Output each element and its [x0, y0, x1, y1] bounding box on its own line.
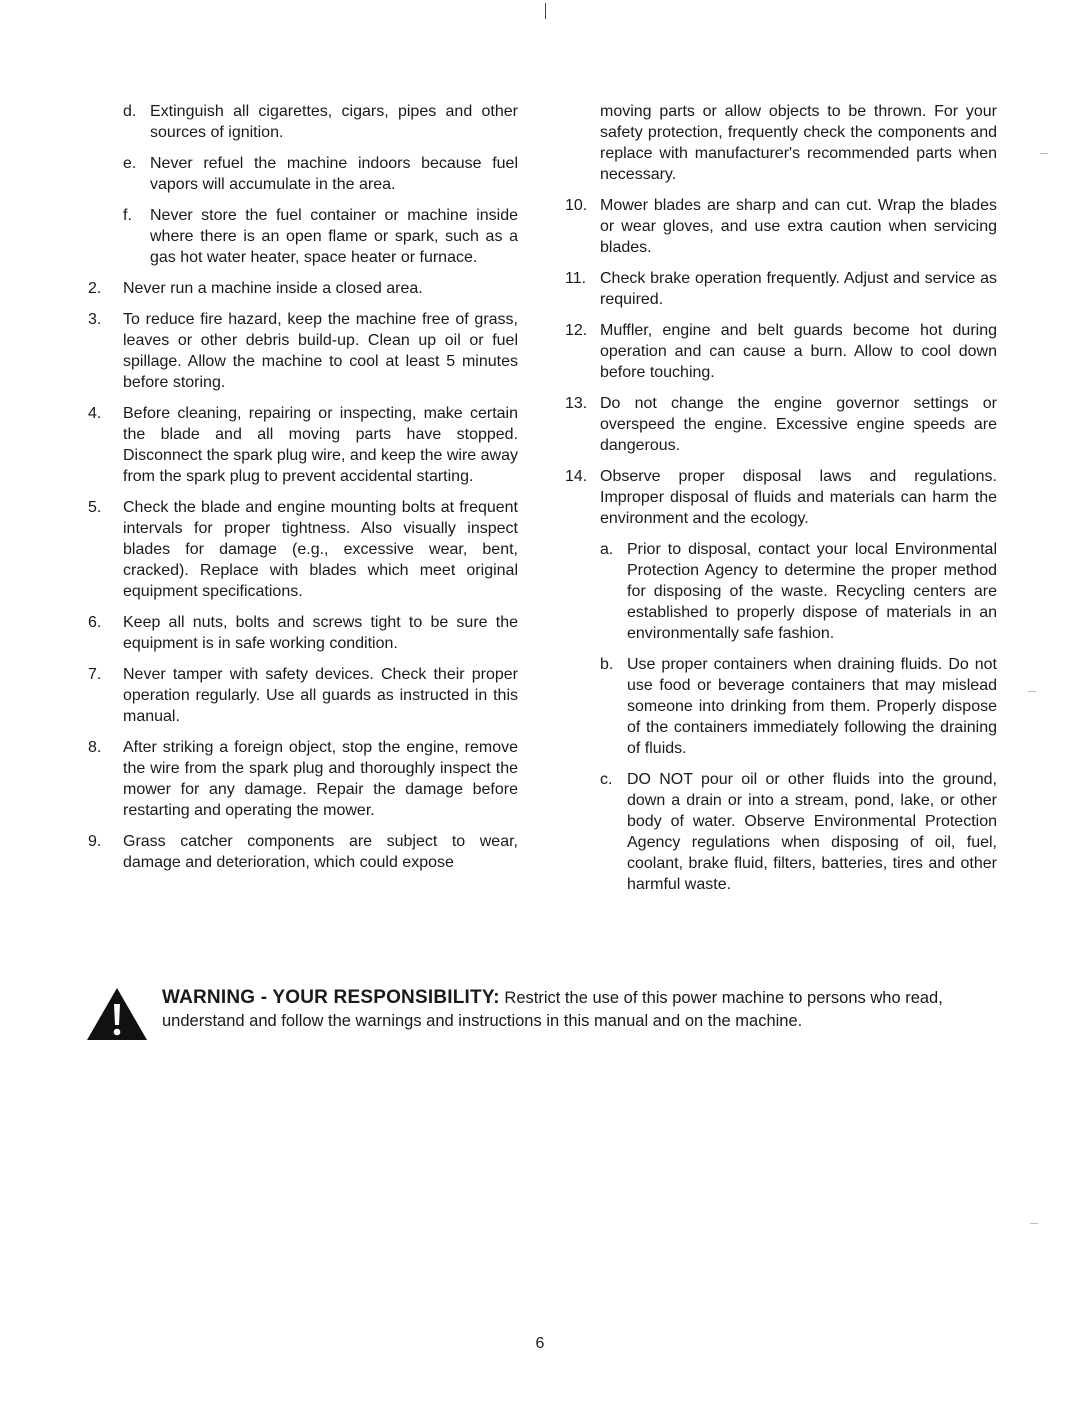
warning-triangle-icon	[85, 986, 149, 1042]
list-item-text: Never store the fuel container or machine inside where there is an open flame or spark, such as a gas hot water heater, space heater or furnace.	[150, 207, 518, 266]
list-item-number: 12.	[565, 322, 588, 339]
list-item-text: moving parts or allow objects to be thrown. For your safety protection, frequently check the components and replace with manufacturer's recommended parts when necessary.	[600, 103, 997, 183]
right-column	[565, 101, 997, 905]
list-item-number: b.	[600, 656, 614, 673]
list-item-text: Observe proper disposal laws and regulations. Improper disposal of fluids and materials can harm the environment and the ecology.	[600, 468, 997, 527]
list-item-text: Mower blades are sharp and can cut. Wrap the blades or wear gloves, and use extra caution when servicing blades.	[600, 197, 997, 256]
list-item-number: 14.	[565, 468, 588, 485]
list-item-text: Check the blade and engine mounting bolts at frequent intervals for proper tightness. Also visually inspect blades for damage (e.g., excessive wear, bent, cracked). Replace with blades which meet original equipment specifications.	[123, 499, 518, 600]
list-item	[565, 466, 997, 529]
list-item-number: 11.	[565, 270, 587, 287]
list-item-number: 10.	[565, 197, 588, 214]
list-item-text: After striking a foreign object, stop the engine, remove the wire from the spark plug and thoroughly inspect the mower for any damage. Repair the damage before restarting and operating the mower.	[123, 739, 518, 819]
list-item	[600, 654, 997, 759]
list-item-number: e.	[123, 155, 137, 172]
list-item-text: Extinguish all cigarettes, cigars, pipes and other sources of ignition.	[150, 103, 518, 141]
list-item-text: Never run a machine inside a closed area.	[123, 280, 423, 297]
list-item-text: To reduce fire hazard, keep the machine free of grass, leaves or other debris build-up. Clean up oil or fuel spillage. Allow the machine to cool at least 5 minutes before storing.	[123, 311, 518, 391]
list-item	[88, 278, 518, 299]
list-item-text: Never refuel the machine indoors because fuel vapors will accumulate in the area.	[150, 155, 518, 193]
list-item-text: Muffler, engine and belt guards become hot during operation and can cause a burn. Allow to cool down before touching.	[600, 322, 997, 381]
list-item-text: Do not change the engine governor settings or overspeed the engine. Excessive engine speeds are dangerous.	[600, 395, 997, 454]
warning-lead: WARNING - YOUR RESPONSIBILITY:	[162, 987, 500, 1008]
list-item-number: 6.	[88, 614, 102, 631]
list-item	[88, 664, 518, 727]
list-item-text: Keep all nuts, bolts and screws tight to be sure the equipment is in safe working condition.	[123, 614, 518, 652]
list-item-number: 2.	[88, 280, 102, 297]
list-item-text: Never tamper with safety devices. Check their proper operation regularly. Use all guards as instructed in this manual.	[123, 666, 518, 725]
list-item	[123, 153, 518, 195]
scan-mark	[545, 3, 546, 19]
list-item-number: 4.	[88, 405, 102, 422]
list-item	[88, 612, 518, 654]
scan-speck	[1040, 153, 1048, 154]
list-item	[88, 737, 518, 821]
list-item-number: d.	[123, 103, 137, 120]
list-item-number: 13.	[565, 395, 588, 412]
list-item	[88, 403, 518, 487]
list-item	[600, 769, 997, 895]
list-item-number: f.	[123, 207, 132, 224]
list-item-number: 5.	[88, 499, 102, 516]
list-item-text: Use proper containers when draining fluids. Do not use food or beverage containers that may mislead someone into drinking from them. Properly dispose of the containers immediately following the draining of fluids.	[627, 656, 997, 757]
page-number: 6	[535, 1335, 545, 1352]
list-item-text: Prior to disposal, contact your local Environmental Protection Agency to determine the proper method for disposing of the waste. Recycling centers are established to properly dispose of materials in an environmentally safe fashion.	[627, 541, 997, 642]
list-item-text: Grass catcher components are subject to wear, damage and deterioration, which could expose	[123, 833, 518, 871]
list-item-number: c.	[600, 771, 613, 788]
scan-speck	[1028, 691, 1036, 692]
list-item-number: 7.	[88, 666, 102, 683]
list-item	[88, 309, 518, 393]
list-item-number: 3.	[88, 311, 102, 328]
list-item-text: DO NOT pour oil or other fluids into the ground, down a drain or into a stream, pond, lake, or other body of water. Observe Environmental Protection Agency regulations when disposing of oil, fuel, coolant, brake fluid, filters, batteries, tires and other harmful waste.	[627, 771, 997, 893]
list-item	[123, 205, 518, 268]
scan-speck	[1030, 1223, 1038, 1224]
list-item	[88, 831, 518, 873]
warning-text	[162, 986, 1002, 1033]
list-item	[565, 320, 997, 383]
warning-body: Restrict the use of this power machine to persons who read, understand and follow the warnings and instructions in this manual and on the machine.	[162, 989, 943, 1030]
list-item	[565, 101, 997, 185]
list-item-number: 8.	[88, 739, 102, 756]
left-column	[88, 101, 518, 883]
list-item-text: Check brake operation frequently. Adjust and service as required.	[600, 270, 997, 308]
list-item-number: 9.	[88, 833, 102, 850]
list-item	[565, 268, 997, 310]
list-item	[565, 393, 997, 456]
list-item	[88, 497, 518, 602]
list-item-text: Before cleaning, repairing or inspecting, make certain the blade and all moving parts have stopped. Disconnect the spark plug wire, and keep the wire away from the spark plug to prevent accidental starting.	[123, 405, 518, 485]
list-item-number: a.	[600, 541, 614, 558]
list-item	[565, 195, 997, 258]
list-item	[600, 539, 997, 644]
list-item	[123, 101, 518, 143]
